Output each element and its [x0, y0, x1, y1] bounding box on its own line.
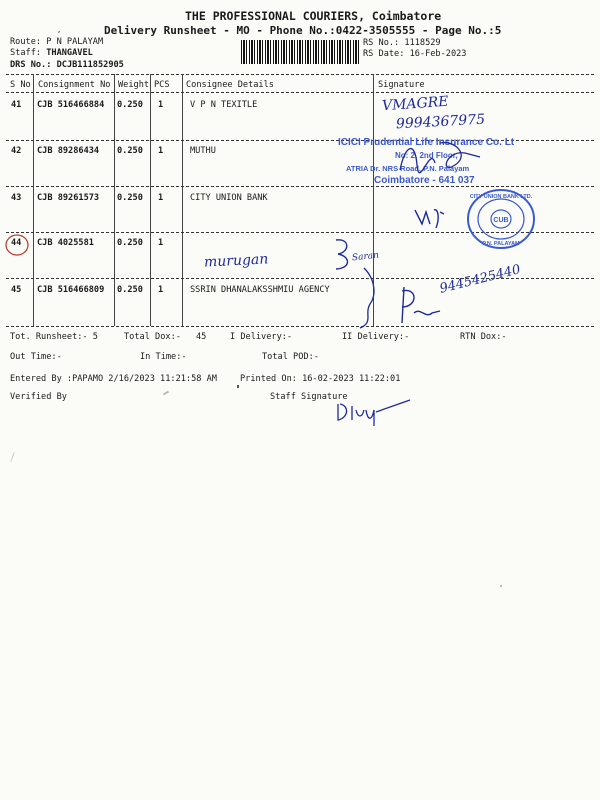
- runsheet-subtitle: Delivery Runsheet - MO - Phone No.:0422-3505555 - Page No.:5: [104, 24, 502, 37]
- cell-pcs: 1: [158, 146, 164, 156]
- printed-on: Printed On: 16-02-2023 11:22:01: [240, 374, 401, 384]
- cell-sno: 42: [11, 146, 22, 156]
- scan-speck: [163, 391, 169, 396]
- cell-pcs: 1: [158, 100, 164, 110]
- stamp-line: Coimbatore - 641 037: [374, 175, 475, 186]
- cell-sno: 45: [11, 285, 22, 295]
- cell-sno: 41: [11, 100, 22, 110]
- out-time: Out Time:-: [10, 352, 62, 362]
- cell-pcs: 1: [158, 238, 164, 248]
- cell-consignee: V P N TEXITLE: [190, 100, 258, 110]
- cell-consignee: CITY UNION BANK: [190, 193, 268, 203]
- col-rule: [182, 74, 183, 326]
- col-rule: [33, 74, 34, 326]
- cell-consignee: MUTHU: [190, 146, 216, 156]
- cell-consignment: CJB 89261573: [37, 193, 100, 203]
- cell-consignment: CJB 4025581: [37, 238, 94, 248]
- tot-runsheet: Tot. Runsheet:- 5: [10, 332, 98, 342]
- col-consignment: Consignment No: [38, 80, 111, 90]
- col-rule: [114, 74, 115, 326]
- entered-by: Entered By :PAPAMO 2/16/2023 11:21:58 AM: [10, 374, 217, 384]
- col-consignee: Consignee Details: [186, 80, 274, 90]
- handwritten-phone: 9994367975: [395, 111, 486, 133]
- cell-weight: 0.250: [117, 285, 143, 295]
- staff-name: THANGAVEL: [46, 48, 93, 58]
- col-signature: Signature: [378, 80, 425, 90]
- cell-sno: 44: [11, 238, 22, 248]
- total-dox-value: 45: [196, 332, 207, 342]
- decorative-comma: ,: [57, 26, 62, 34]
- stamp-line: ICICI Prudential Life Insurance Co. Lt: [338, 137, 515, 148]
- cell-consignment: CJB 89286434: [37, 146, 100, 156]
- verified-by: Verified By: [10, 392, 67, 402]
- table-top-rule: [6, 74, 594, 75]
- i-delivery: I Delivery:-: [230, 332, 293, 342]
- total-dox-label: Total Dox:-: [124, 332, 181, 342]
- stamp-line: No: 2, 2nd Floor,: [395, 151, 458, 160]
- handwritten-name: VMAGRE: [381, 93, 449, 115]
- route-label: Route: P N PALAYAM: [10, 37, 104, 47]
- signature-scribble: [346, 266, 382, 330]
- handwritten-signature: Saran: [351, 250, 380, 264]
- scan-speck: [237, 385, 239, 388]
- staff-signature-scribble: [334, 396, 414, 426]
- barcode: [241, 40, 359, 64]
- staff-signature-label: Staff Signature: [270, 392, 348, 402]
- staff-row: [10, 48, 93, 58]
- signature-scribble: [412, 204, 446, 230]
- cell-pcs: 1: [158, 193, 164, 203]
- rs-number: RS No.: 1118529: [363, 38, 441, 48]
- col-sno: S No: [10, 80, 31, 90]
- table-bottom-rule: [6, 326, 594, 327]
- seal-bottom-text: P.N. PALAYAM: [482, 241, 520, 247]
- cell-consignment: CJB 516466884: [37, 100, 105, 110]
- cell-sno: 43: [11, 193, 22, 203]
- scan-speck: [500, 585, 502, 587]
- rtn-dox: RTN Dox:-: [460, 332, 507, 342]
- stamp-line: ATRIA Dr. NRS Road, P.N. Palayam: [346, 164, 470, 173]
- row-rule: [6, 186, 594, 187]
- cell-weight: 0.250: [117, 146, 143, 156]
- col-weight: Weight: [118, 80, 150, 90]
- scan-speck: [10, 452, 14, 462]
- ii-delivery: II Delivery:-: [342, 332, 410, 342]
- col-rule: [150, 74, 151, 326]
- cell-pcs: 1: [158, 285, 164, 295]
- drs-label: DRS No.:: [10, 60, 52, 70]
- in-time: In Time:-: [140, 352, 187, 362]
- header-bottom-rule: [6, 92, 594, 93]
- drs-number: DCJB111852905: [56, 60, 124, 70]
- bank-seal: [466, 188, 538, 252]
- signature-scribble: [396, 283, 442, 329]
- handwritten-phone: 9445425440: [438, 262, 523, 297]
- seal-center-text: CUB: [493, 217, 509, 224]
- total-pod: Total POD:-: [262, 352, 319, 362]
- staff-label: Staff:: [10, 48, 42, 58]
- cell-weight: 0.250: [117, 238, 143, 248]
- seal-top-text: CITY UNION BANK LTD.: [469, 194, 533, 200]
- signature-scribble: [395, 135, 485, 180]
- company-title: THE PROFESSIONAL COURIERS, Coimbatore: [185, 9, 442, 23]
- cell-weight: 0.250: [117, 100, 143, 110]
- cell-consignment: CJB 516466809: [37, 285, 105, 295]
- drs-row: [10, 60, 124, 70]
- rs-date: RS Date: 16-Feb-2023: [363, 49, 467, 59]
- circled-mark: [4, 232, 32, 258]
- cell-weight: 0.250: [117, 193, 143, 203]
- handwritten-receiver: murugan: [203, 251, 269, 271]
- cell-consignee: SSRIN DHANALAKSSHMIU AGENCY: [190, 285, 330, 295]
- col-pcs: PCS: [154, 80, 170, 90]
